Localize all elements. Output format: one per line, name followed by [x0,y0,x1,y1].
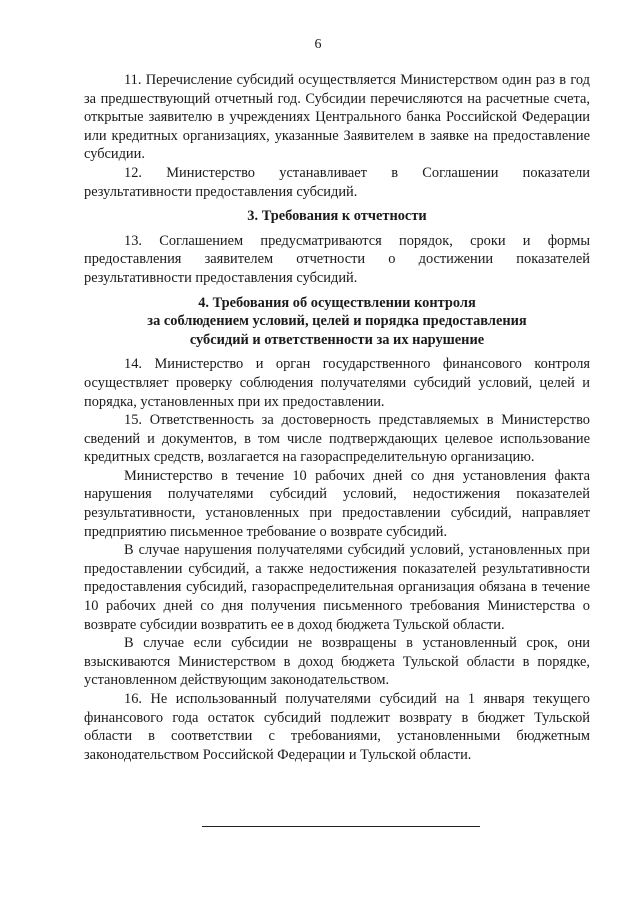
section-heading-3 [84,207,590,226]
paragraph-16: 16. Не использованный получателями субсидий на 1 января текущего финансового года остаток субсидий подлежит возврату в бюджет Тульской области в соответствии с требованиями, установленными бюджетным законодательством Российской Федерации и Тульской области. [84,691,590,763]
document-body [84,71,590,764]
footer-divider [202,826,480,827]
paragraph-15: 15. Ответственность за достоверность представляемых в Министерство сведений и документов, в том числе подтверждающих целевое использование кредитных средств, возлагается на газораспределительную организацию. [84,412,590,466]
paragraph-11: 11. Перечисление субсидий осуществляется Министерством один раз в год за предшествующий отчетный год. Субсидии перечисляются на расчетные счета, открытые заявителю в учреждениях Центрального банка Российской Федерации или кредитных организациях, указанные Заявителем в заявке на предоставление субсидии. [84,72,590,163]
paragraph-15-recovery: В случае если субсидии не возвращены в установленный срок, они взыскиваются Министерством в доход бюджета Тульской области в порядке, установленном действующим законодательством. [84,635,590,689]
paragraph-13: 13. Соглашением предусматриваются порядок, сроки и формы предоставления заявителем отчетности о достижении показателей результативности предоставления субсидий. [84,232,590,286]
page-number: 6 [314,37,322,52]
paragraph-12: 12. Министерство устанавливает в Соглашении показатели результативности предоставления субсидий. [84,164,590,200]
section-heading-4 [84,294,590,350]
section-heading-4-line-2: за соблюдением условий, целей и порядка предоставления [147,313,527,330]
section-heading-4-line-3: субсидий и ответственности за их нарушение [189,331,485,348]
paragraph-14: 14. Министерство и орган государственного финансового контроля осуществляет проверку соблюдения получателями субсидий условий, целей и порядка, установленных при их предоставлении. [84,356,590,410]
section-heading-4-line-1: 4. Требования об осуществлении контроля [198,294,476,311]
section-heading-3-line: 3. Требования к отчетности [247,208,427,225]
paragraph-15-ministry-requirement: Министерство в течение 10 рабочих дней со дня установления факта нарушения получателями субсидий условий, недостижения показателей результативности, установленных при предоставлении субсидий, направляет предприятию письменное требование о возврате субсидий. [84,467,590,540]
paragraph-15-violation-return: В случае нарушения получателями субсидий условий, установленных при предоставлении субсидий, а также недостижения показателей результативности предоставления субсидий, газораспределительная организация обязана в течение 10 рабочих дней со дня получения письменного требования Министерства о возврате субсидии возвратить ее в доход бюджета Тульской области. [84,542,590,633]
